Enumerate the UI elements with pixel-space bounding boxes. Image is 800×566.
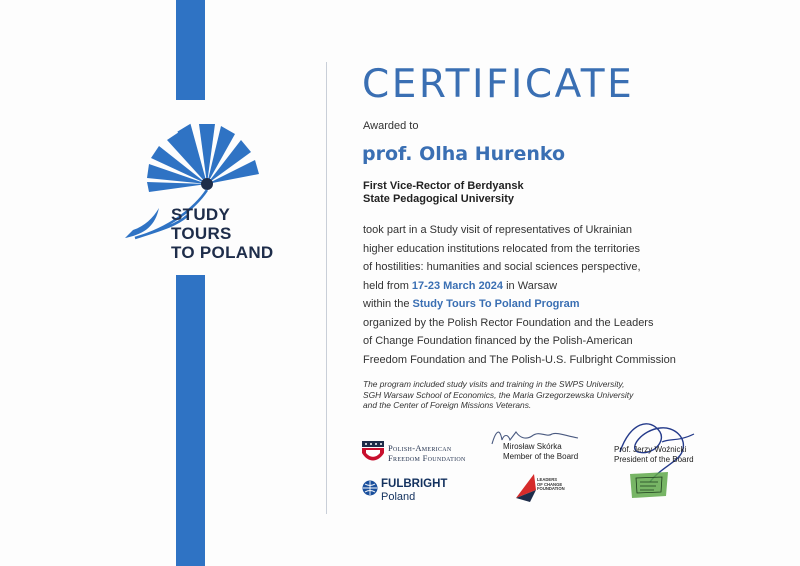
location-text: in Warsaw xyxy=(503,279,558,292)
signatory-2-role: President of the Board xyxy=(614,455,694,464)
pafl-logo xyxy=(362,440,502,466)
note-line-3: and the Center of Foreign Missions Veterans. xyxy=(363,400,532,411)
body-line-8: Freedom Foundation and The Polish-U.S. Fulbright Commission xyxy=(363,353,676,366)
leaders-line-1: LEADERS xyxy=(537,477,558,482)
body-line-7: of Change Foundation financed by the Polish-American xyxy=(363,335,633,347)
recipient-position xyxy=(363,180,524,206)
signatory-2 xyxy=(614,445,694,465)
foundation-stamp-icon xyxy=(628,470,670,500)
held-from-text: held from xyxy=(363,279,412,292)
body-line-2: higher education institutions relocated from the territories xyxy=(363,242,640,255)
visit-dates: 17-23 March 2024 xyxy=(411,279,504,292)
awarded-to-label: Awarded to xyxy=(363,120,419,132)
within-text: within the xyxy=(363,298,413,310)
blue-stripe-top xyxy=(176,0,205,100)
body-line-4 xyxy=(363,277,676,296)
logo-line-3: TO POLAND xyxy=(171,243,274,262)
fulbright-globe-icon xyxy=(362,480,378,496)
pafl-flag-icon xyxy=(362,441,384,463)
signatory-2-name: Prof. Jerzy Woźnicki xyxy=(614,445,687,454)
signatory-1 xyxy=(503,442,578,462)
vertical-divider xyxy=(326,62,327,514)
logo-line-2: TOURS xyxy=(171,224,232,243)
program-name: Study Tours To Poland Program xyxy=(412,298,580,310)
body-line-3: of hostilities: humanities and social sciences perspective, xyxy=(363,261,641,273)
body-line-6: organized by the Polish Rector Foundation and the Leaders xyxy=(363,316,654,329)
blue-stripe-bottom xyxy=(176,275,205,566)
leaders-line-2: OF CHANGE xyxy=(537,481,563,487)
pafl-line-1: Polish-American xyxy=(388,443,452,453)
logo-line-1: STUDY xyxy=(171,205,231,224)
fulbright-country: Poland xyxy=(381,491,416,503)
certificate-title: CERTIFICATE xyxy=(362,62,635,107)
position-line-2: State Pedagogical University xyxy=(363,193,514,205)
program-note xyxy=(363,379,633,411)
body-line-5 xyxy=(363,295,676,314)
fulbright-title: FULBRIGHT xyxy=(381,478,448,490)
pafl-wordmark xyxy=(388,443,466,463)
fulbright-logo xyxy=(362,478,472,502)
position-line-1: First Vice-Rector of Berdyansk xyxy=(363,180,524,192)
body-line-1: took part in a Study visit of representatives of Ukrainian xyxy=(363,224,633,236)
signatory-1-role: Member of the Board xyxy=(503,452,579,461)
leaders-line-3: FOUNDATION xyxy=(537,486,565,492)
note-line-1: The program included study visits and training in the SWPS University, xyxy=(363,379,625,389)
certificate-body xyxy=(363,221,676,369)
recipient-name: prof. Olha Hurenko xyxy=(362,143,566,165)
logo-wordmark xyxy=(171,205,274,262)
signatory-1-name: Mirosław Skórka xyxy=(503,442,562,451)
note-line-2: SGH Warsaw School of Economics, the Maria Grzegorzewska University xyxy=(363,389,634,400)
leaders-wordmark xyxy=(537,478,565,492)
pafl-line-2: Freedom Foundation xyxy=(388,453,466,463)
